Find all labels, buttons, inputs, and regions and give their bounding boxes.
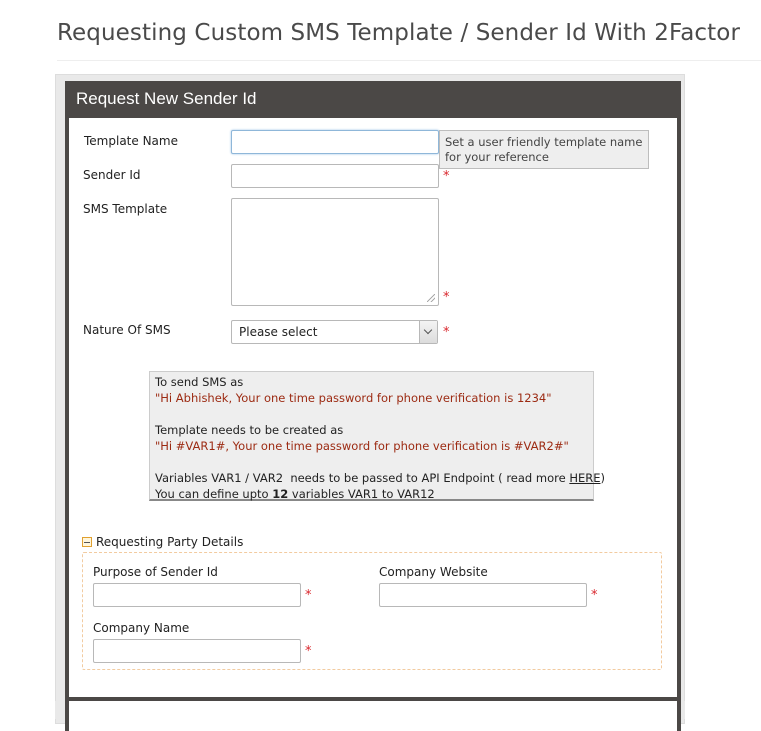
read-more-link[interactable]: HERE	[569, 471, 601, 485]
nature-of-sms-select[interactable]	[231, 320, 438, 344]
template-info-box	[149, 371, 605, 501]
sms-template-label: SMS Template	[83, 202, 168, 216]
template-name-tooltip: Set a user friendly template name for your reference	[439, 130, 649, 169]
requesting-party-toggle[interactable]	[82, 535, 243, 549]
sms-template-required-mark: *	[443, 290, 450, 305]
company-website-label: Company Website	[379, 565, 488, 579]
sms-template-textarea[interactable]	[231, 198, 439, 306]
company-name-required-mark: *	[305, 644, 312, 659]
info-variables-text: Variables VAR1 / VAR2 needs to be passed to API Endpoint ( read more	[155, 471, 570, 485]
panel-header: Request New Sender Id	[69, 81, 677, 118]
purpose-label: Purpose of Sender Id	[93, 565, 218, 579]
chevron-down-icon	[424, 326, 432, 334]
info-example-sms: "Hi Abhishek, Your one time password for phone verification is 1234"	[155, 391, 552, 405]
company-website-required-mark: *	[591, 588, 598, 603]
template-name-input[interactable]	[231, 130, 439, 154]
nature-of-sms-required-mark: *	[443, 325, 450, 340]
info-line-send-as: To send SMS as	[155, 375, 244, 389]
info-variables-line	[155, 470, 605, 486]
info-define-line	[155, 486, 588, 502]
sender-id-label: Sender Id	[83, 168, 141, 182]
collapse-minus-icon[interactable]	[82, 537, 92, 547]
purpose-required-mark: *	[305, 588, 312, 603]
company-name-label: Company Name	[93, 621, 190, 635]
purpose-input[interactable]	[93, 583, 301, 607]
template-name-label: Template Name	[84, 134, 178, 148]
info-define-prefix: You can define upto	[155, 487, 273, 501]
company-website-input[interactable]	[379, 583, 587, 607]
panel-bottom-bar	[65, 697, 681, 701]
company-name-input[interactable]	[93, 639, 301, 663]
info-define-suffix: variables VAR1 to VAR12	[288, 487, 435, 501]
page-title: Requesting Custom SMS Template / Sender Id With 2Factor	[57, 20, 741, 46]
sender-id-required-mark: *	[443, 169, 450, 184]
info-line-template: Template needs to be created as	[155, 423, 344, 437]
textarea-resize-grip-icon[interactable]	[427, 294, 435, 302]
dropdown-button[interactable]	[419, 321, 437, 343]
nature-of-sms-selected: Please select	[239, 325, 318, 339]
info-define-count: 12	[272, 487, 289, 501]
title-divider	[57, 60, 761, 61]
info-example-template: "Hi #VAR1#, Your one time password for phone verification is #VAR2#"	[155, 439, 569, 453]
info-variables-close: )	[600, 471, 605, 485]
nature-of-sms-label: Nature Of SMS	[83, 323, 171, 337]
sender-id-input[interactable]	[231, 164, 439, 188]
requesting-party-title: Requesting Party Details	[96, 535, 244, 549]
